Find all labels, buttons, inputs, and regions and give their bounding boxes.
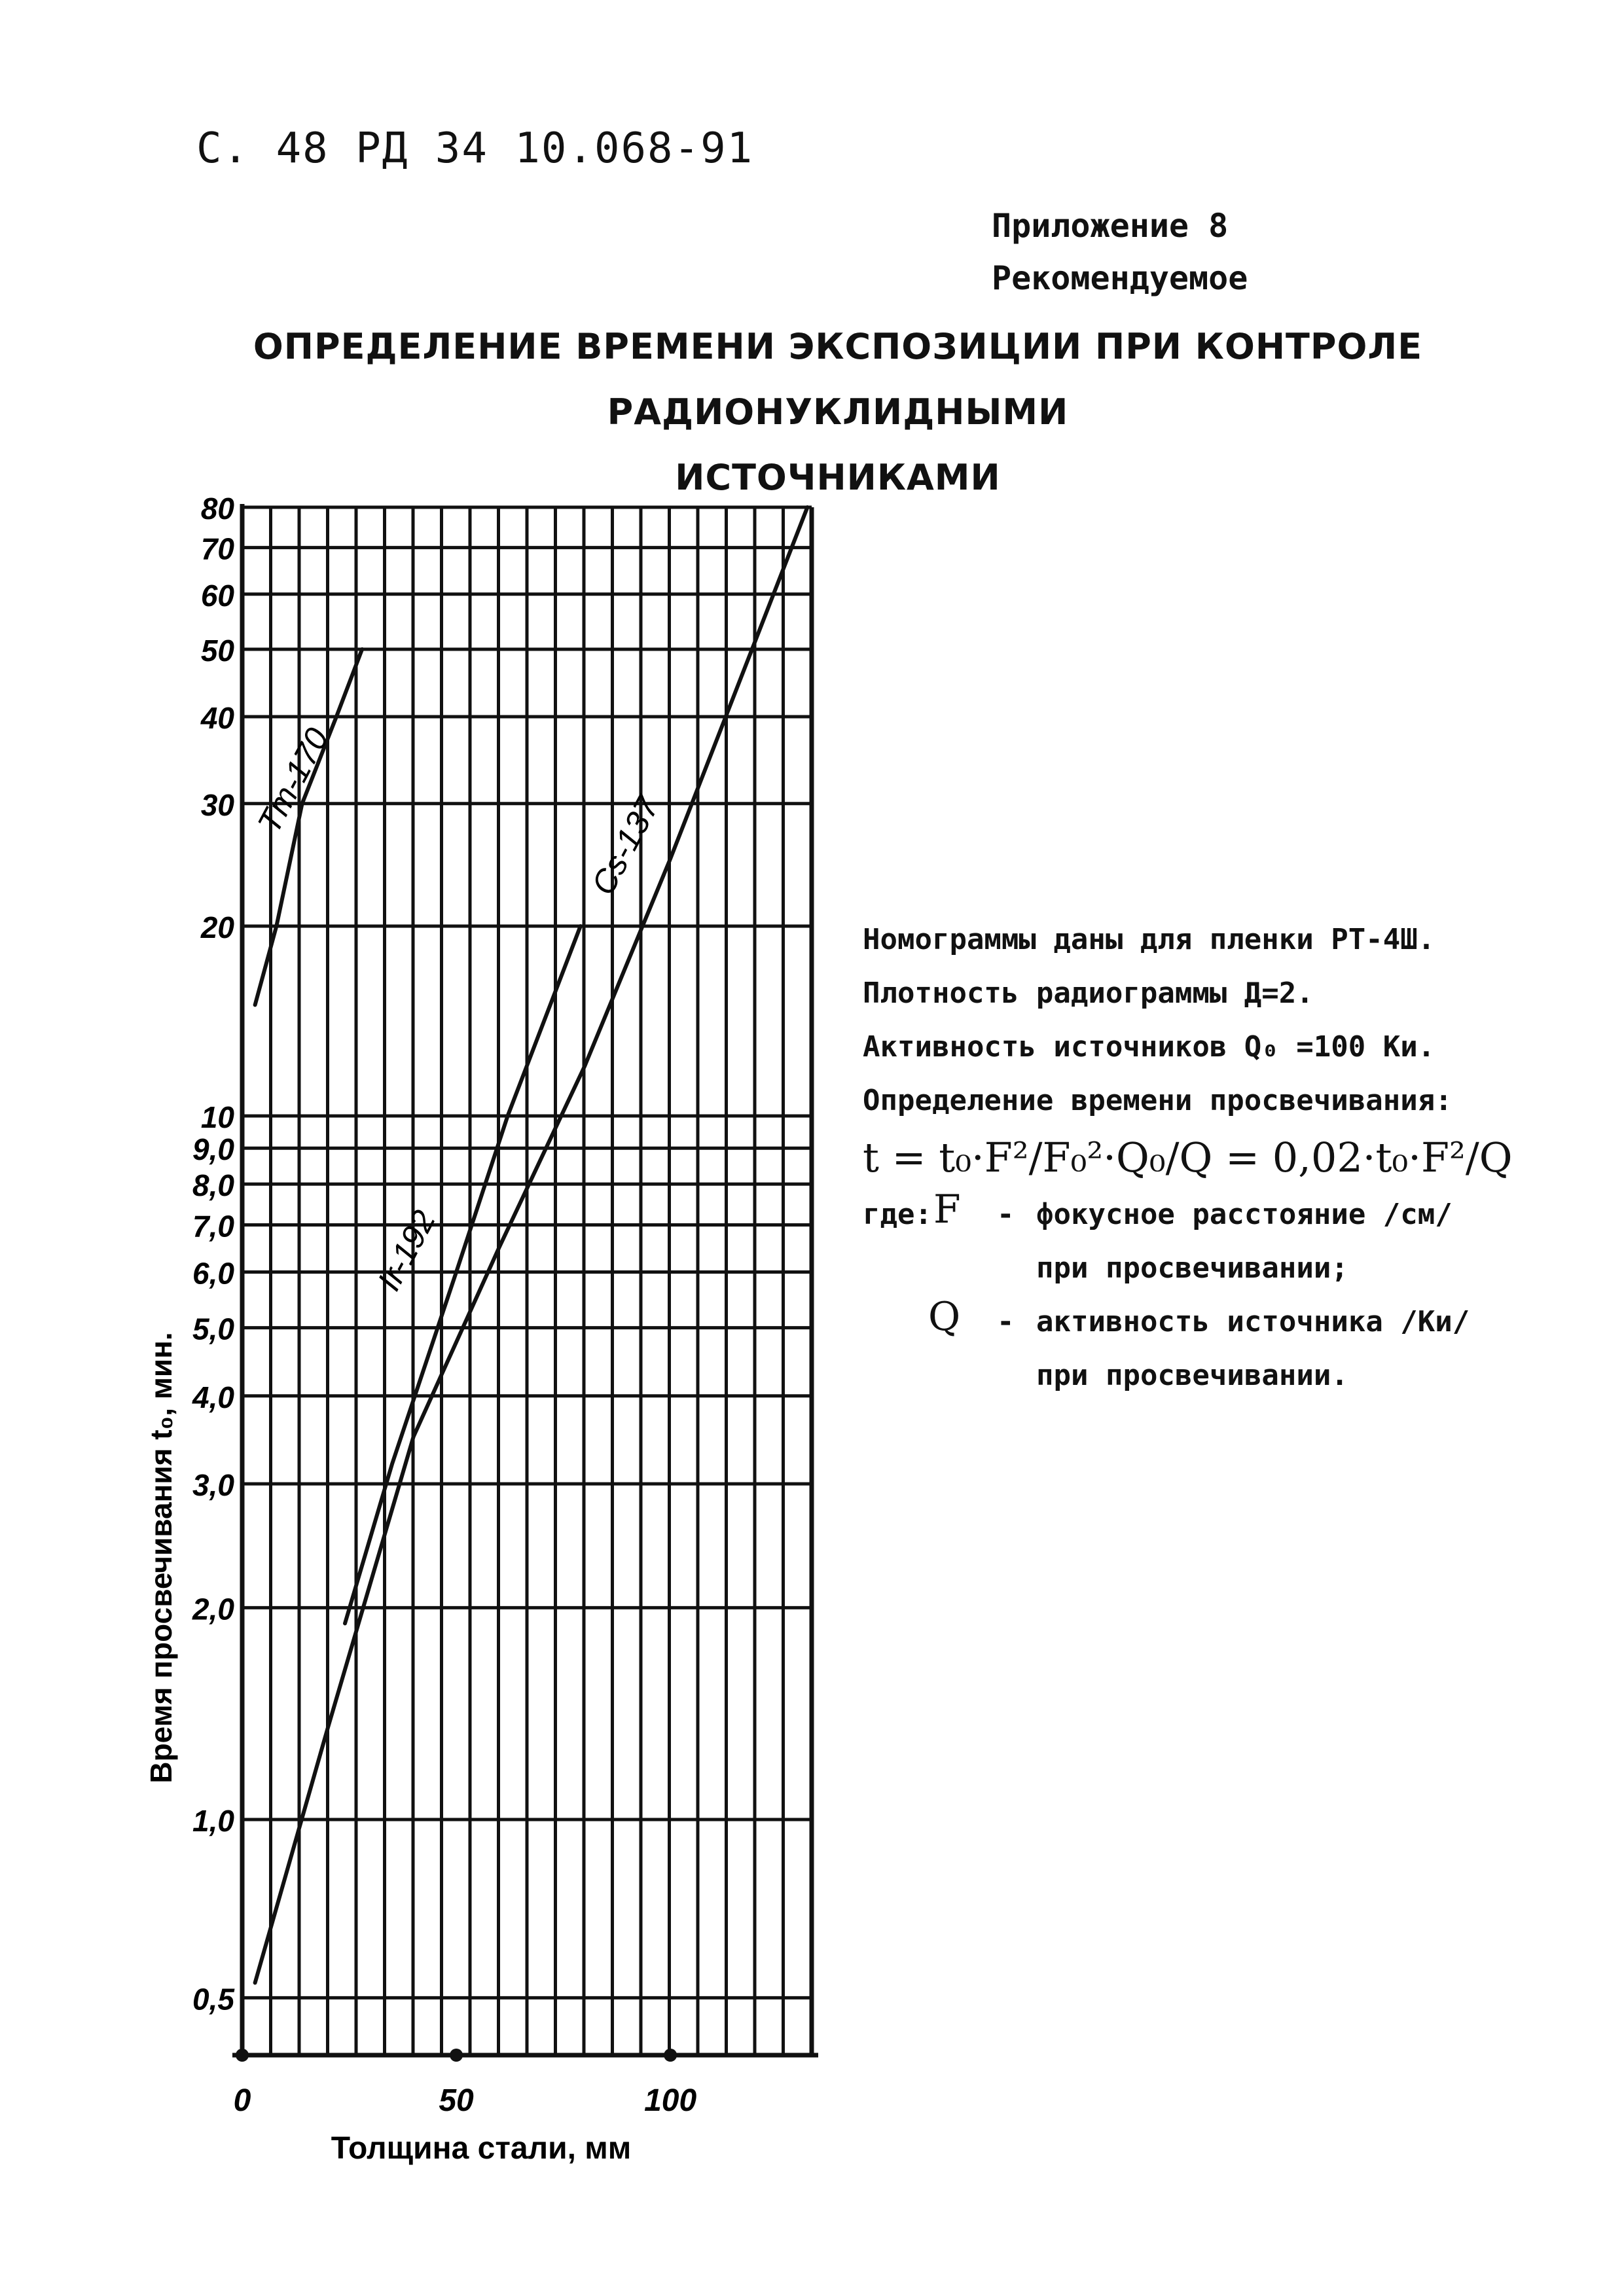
definition-f <box>863 1188 1596 1242</box>
series-label: Cs-137 <box>584 790 666 901</box>
y-tick-label: 50 <box>200 633 234 668</box>
note-definition: Определение времени просвечивания: <box>863 1084 1453 1117</box>
y-tick-label: 9,0 <box>192 1132 234 1167</box>
appendix-status: Рекомендуемое <box>992 259 1248 297</box>
appendix-number: Приложение 8 <box>992 207 1229 245</box>
title-line-2: ИСТОЧНИКАМИ <box>675 457 1001 498</box>
y-tick-label: 70 <box>200 531 234 566</box>
y-tick-label: 3,0 <box>192 1468 234 1503</box>
y-tick-label: 1,0 <box>192 1804 234 1838</box>
y-tick-label: 2,0 <box>192 1592 234 1626</box>
series-label: Tm-170 <box>250 722 336 839</box>
x-tick-mark <box>450 2049 463 2062</box>
where-label: где: <box>863 1198 932 1231</box>
y-tick-label: 6,0 <box>192 1256 234 1291</box>
f-dash: - <box>997 1198 1015 1231</box>
exposure-formula: t = t₀·F²/F₀²·Q₀/Q = 0,02·t₀·F²/Q <box>863 1134 1513 1181</box>
note-activity: Активность источников Q₀ =100 Ки. <box>863 1030 1435 1064</box>
definition-q <box>863 1295 1596 1349</box>
series-line <box>255 507 808 1982</box>
x-tick-label: 50 <box>439 2083 474 2118</box>
y-tick-label: 4,0 <box>192 1380 234 1414</box>
f-description-1: фокусное расстояние /см/ <box>1036 1198 1453 1231</box>
definition-f-cont <box>863 1242 1596 1295</box>
y-tick-label: 5,0 <box>192 1312 234 1346</box>
y-tick-label: 80 <box>200 492 234 526</box>
note-film: Номограммы даны для пленки РТ-4Ш. <box>863 923 1435 956</box>
definition-q-cont <box>863 1349 1596 1403</box>
x-axis-label: Толщина стали, мм <box>331 2131 632 2166</box>
y-tick-label: 7,0 <box>192 1209 234 1244</box>
x-tick-label: 0 <box>233 2083 251 2118</box>
y-tick-label: 0,5 <box>192 1982 234 2017</box>
x-tick-mark <box>664 2049 677 2062</box>
page-header: С. 48 РД 34 10.068-91 <box>196 124 754 173</box>
f-description-2: при просвечивании; <box>1036 1251 1348 1285</box>
notes-block <box>863 913 1596 1403</box>
y-axis-label: Время просвечивания t₀, мин. <box>144 1332 178 1784</box>
x-tick-mark <box>236 2049 249 2062</box>
y-tick-label: 60 <box>200 578 234 613</box>
y-tick-label: 10 <box>200 1100 234 1134</box>
series-label: Ir-192 <box>370 1204 443 1297</box>
f-symbol: F <box>933 1187 961 1232</box>
y-tick-label: 8,0 <box>192 1168 234 1203</box>
q-description-2: при просвечивании. <box>1036 1359 1348 1392</box>
y-tick-label: 30 <box>200 787 234 822</box>
q-symbol: Q <box>928 1294 961 1340</box>
y-tick-label: 20 <box>200 910 234 944</box>
q-description-1: активность источника /Ки/ <box>1036 1305 1470 1338</box>
note-density: Плотность радиограммы Д=2. <box>863 977 1314 1010</box>
q-dash: - <box>997 1305 1015 1338</box>
x-tick-label: 100 <box>644 2083 697 2118</box>
title-line-1: ОПРЕДЕЛЕНИЕ ВРЕМЕНИ ЭКСПОЗИЦИИ ПРИ КОНТРОЛЕ РАДИОНУКЛИДНЫМИ <box>253 326 1423 433</box>
y-tick-label: 40 <box>200 701 234 735</box>
